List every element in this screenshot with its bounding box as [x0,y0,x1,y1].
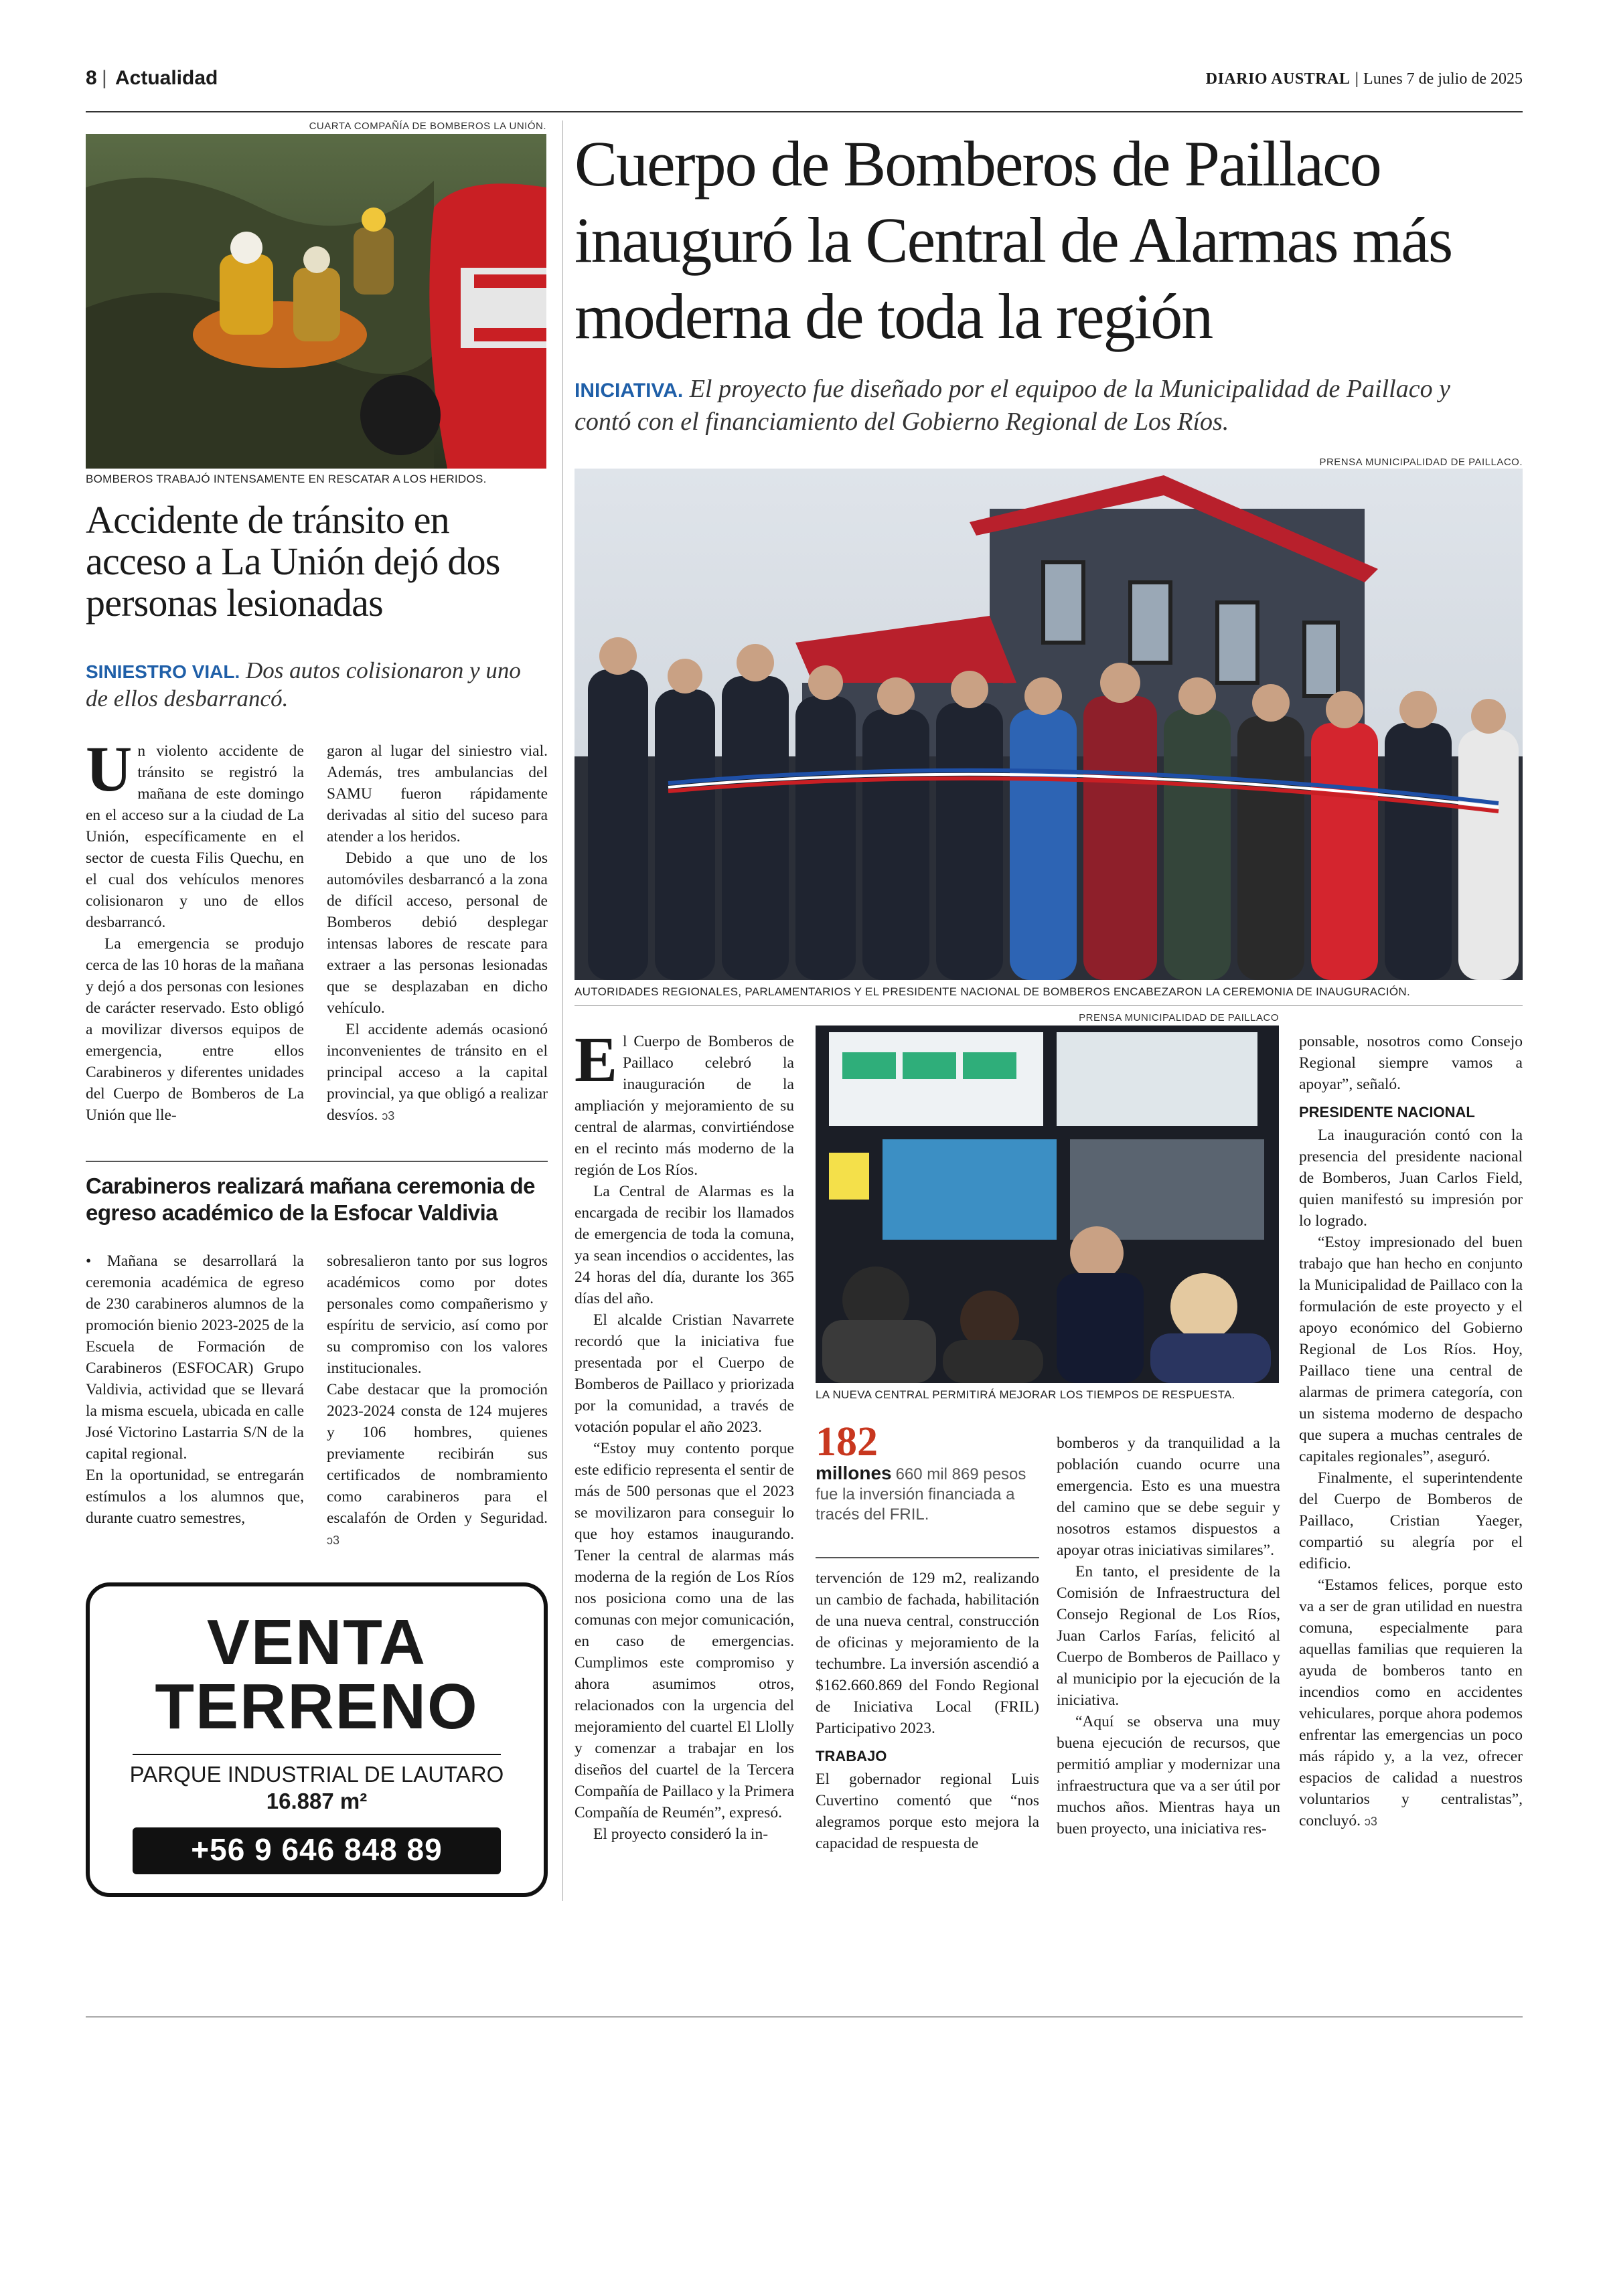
header-separator: | [102,67,107,89]
main-paragraph: “Estoy muy contento porque este edificio representa el sentir de más de 500 personas que el 2023 se movilizaron para conseguir lo que hoy estamos inaugurando. Tener la central de alarmas más moderna de la región de Los Ríos nos posiciona como una de las comunas con mejor comunicación, en caso de emergencias. Cumplimos este compromiso y ahora asumimos otros, relacionados con la urgencia del mejoramiento del cuartel El Llolly y comenzar a trabajar en los diseños del cuartel de la Tercera Compañía de Paillaco y la Primera Compañía de Reumén”, expresó. [575,1440,794,1821]
rescue-photo [86,134,546,469]
main-photo-credit: PRENSA MUNICIPALIDAD DE PAILLACO. [1319,457,1523,468]
carabineros-paragraph: Cabe destacar que la promoción 2023-2024 consta de 124 mujeres y 106 hombres, quienes previamente recibirán sus certificados de nombramiento como carabineros para el escalafón de Orden y Seguridad. [327,1381,548,1527]
main-paragraph: La Central de Alarmas es la encargada de recibir los llamados de emergencia de toda la comuna, ya sean incendios o accidentes, las 24 horas del día, durante los 365 días del año. [575,1183,794,1307]
photo2-credit: PRENSA MUNICIPALIDAD DE PAILLACO [1079,1012,1279,1023]
accident-paragraph: El accidente además ocasionó inconvenientes de tránsito en el principal acceso a la capital provincial, ya que obligó a realizar desvíos. [327,1021,548,1124]
main-column-3 [1057,1432,1280,1839]
carabineros-column-2 [327,1250,548,1551]
main-dropcap: E [575,1023,618,1095]
main-paragraph: ponsable, nosotros como Consejo Regional siempre vamos a apoyar”, señaló. [1299,1033,1523,1093]
main-paragraph: l Cuerpo de Bomberos de Paillaco celebró la inauguración de la ampliación y mejoramiento de su central de alarmas, convirtiéndose en el recinto más moderno de la región de Los Ríos. [575,1033,794,1179]
page-number: 8 [86,67,97,89]
footer-rule [86,2016,1523,2018]
section-name: Actualidad [115,67,218,89]
cs-end-icon: ↄ3 [382,1109,395,1123]
ad-divider [133,1754,501,1755]
main-paragraph: El gobernador regional Luis Cuvertino comentó que “nos alegramos porque esto mejora la capacidad de respuesta de [816,1771,1039,1852]
cs-end-icon: ↄ3 [1364,1815,1377,1828]
left-divider [86,1161,548,1162]
main-column-1 [575,1023,794,1845]
main-paragraph: bomberos y da tranquilidad a la población cuando ocurre una emergencia. Esto es una muestra del camino que se debe seguir y nosotros estamos dispuestos a apoyar otras iniciativas similares”. [1057,1434,1280,1559]
accident-headline: Accidente de tránsito en acceso a La Unión dejó dos personas lesionadas [86,498,500,625]
stat-number: 182 [816,1419,878,1465]
accident-paragraph: garon al lugar del siniestro vial. Además, tres ambulancias del SAMU fueron rápidamente derivadas al sitio del suceso para atender a los heridos. [327,742,548,845]
subhead-presidente: PRESIDENTE NACIONAL [1299,1104,1475,1121]
caption-rule [575,1005,1523,1006]
main-paragraph: El alcalde Cristian Navarrete recordó que la iniciativa fue presentada por el Cuerpo de Bomberos de Paillaco y priorizada por la comunidad, a través de votación popular el año 2023. [575,1311,794,1436]
ad-line-2: TERRENO [155,1671,479,1742]
header-rule [86,111,1523,112]
alarm-center-photo [816,1026,1279,1383]
accident-paragraph: n violento accidente de tránsito se registró la mañana de este domingo en el acceso sur a la ciudad de La Unión, específicamente en el sector de cuesta Filis Quechu, en el cual dos vehículos menores colisionaron y uno de ellos desbarrancó. [86,742,304,931]
main-paragraph: El proyecto consideró la in- [593,1825,769,1843]
inauguration-photo [575,469,1523,980]
accident-column-1 [86,733,304,1126]
carabineros-paragraph: • Mañana se desarrollará la ceremonia académica de egreso de 230 carabineros alumnos de la promoción bienio 2023-2025 de la Escuela de Formación de Carabineros (ESFOCAR) Grupo Valdivia, actividad que se llevará la misma escuela, ubicada en calle José Victorino Lastarria S/N de la capital regional. [86,1252,304,1463]
main-kicker: INICIATIVA. [575,380,684,402]
inauguration-photo-caption: AUTORIDADES REGIONALES, PARLAMENTARIOS Y EL PRESIDENTE NACIONAL DE BOMBEROS ENCABEZARON LA CEREMONIA DE INAUGURACIÓN. [575,985,1411,998]
main-deck-text: El proyecto fue diseñado por el equipoo de la Municipalidad de Paillaco y contó con el financiamiento del Gobierno Regional de Los Ríos. [575,375,1450,436]
page-header [86,67,1523,96]
investment-stat [816,1420,1039,1525]
main-column-2 [816,1568,1039,1854]
accident-deck [86,657,548,712]
carabineros-column-1 [86,1250,304,1529]
accident-kicker: SINIESTRO VIAL. [86,661,240,682]
column-separator [562,120,563,1901]
masthead-date: DIARIO AUSTRAL | Lunes 7 de julio de 2025 [1205,70,1523,88]
stat-unit: millones [816,1463,892,1483]
ad-phone: +56 9 646 848 89 [191,1832,443,1867]
subhead-trabajo: TRABAJO [816,1748,887,1765]
main-paragraph: “Estamos felices, porque esto va a ser de gran utilidad en nuestra comuna, especialmente para aquellas familias que requieren la ayuda de bomberos tanto en incendios como en accidentes vehiculares, porque ahora podemos enfrentar las emergencias un poco más rápido y, a la vez, ofrecer espacios de calidad a nuestros voluntarios y centralistas”, concluyó. [1299,1576,1523,1829]
carabineros-paragraph: En la oportunidad, se entregarán estímulos a los alumnos que, durante cuatro semestres, [86,1467,304,1527]
photo-credit: CUARTA COMPAÑÍA DE BOMBEROS LA UNIÓN. [309,120,546,132]
main-paragraph: Finalmente, el superintendente del Cuerpo de Bomberos de Paillaco, Cristian Yaeger, compartió su alegría por el edificio. [1299,1469,1523,1572]
ad-area: 16.887 m² [266,1789,368,1813]
main-paragraph: La inauguración contó con la presencia del presidente nacional de Bomberos, Juan Carlos Field, quien manifestó su impresión por lo logrado. [1299,1127,1523,1230]
ad-phone-bar [133,1827,501,1874]
main-deck [575,374,1512,437]
newspaper-name: DIARIO AUSTRAL [1205,70,1351,88]
issue-date: Lunes 7 de julio de 2025 [1363,70,1523,88]
ad-location: PARQUE INDUSTRIAL DE LAUTARO [129,1762,504,1787]
carabineros-headline: Carabineros realizará mañana ceremonia de egreso académico de la Esfocar Valdivia [86,1173,535,1225]
alarm-center-caption: LA NUEVA CENTRAL PERMITIRÁ MEJORAR LOS TIEMPOS DE RESPUESTA. [816,1388,1235,1401]
main-paragraph: tervención de 129 m2, realizando un cambio de fachada, habilitación de una nueva central, construcción de oficinas y mejoramiento de la techumbre. La inversión ascendió a $162.660.869 del Fondo Regional de Iniciativa Local (FRIL) Participativo 2023. [816,1570,1039,1737]
carabineros-paragraph: sobresalieron tanto por sus logros académicos como por dotes personales como compañerismo y espíritu de servicio, así como por su compromiso con los valores institucionales. [327,1252,548,1377]
accident-deck-text: Dos autos colisionaron y uno de ellos desbarrancó. [86,657,521,712]
main-paragraph: “Estoy impresionado del buen trabajo que han hecho en conjunto la Municipalidad de Paillaco con la formulación de este proyecto y el apoyo económico del Gobierno Regional de Los Ríos. Hoy, Paillaco tiene una central de alarmas de primera categoría, con un sistema moderno de despacho que supera a muchas centrales de capitales regionales”, aseguró. [1299,1234,1523,1465]
land-sale-ad [86,1582,548,1897]
main-paragraph: En tanto, el presidente de la Comisión de Infraestructura del Consejo Regional de Los Ríos, Juan Carlos Farías, felicitó al Cuerpo de Bomberos de Paillaco y al municipio por la ejecución de la iniciativa. [1057,1563,1280,1709]
ad-line-1: VENTA [206,1607,427,1678]
main-column-4 [1299,1031,1523,1832]
rescue-photo-caption: BOMBEROS TRABAJÓ INTENSAMENTE EN RESCATAR A LOS HERIDOS. [86,473,487,485]
accident-dropcap: U [86,733,133,805]
accident-paragraph: La emergencia se produjo cerca de las 10 horas de la mañana y dejó a dos personas con lesiones de carácter reservado. Esto obligó a movilizar diversos equipos de emergencia, entre ellos Carabineros y diferentes unidades del Cuerpo de Bomberos de La Unión que lle- [86,935,304,1124]
accident-column-2 [327,740,548,1127]
stat-text: 660 mil 869 pesos fue la inversión financiada a tracés del FRIL. [816,1465,1026,1524]
cs-end-icon: ↄ3 [327,1534,340,1547]
accident-paragraph: Debido a que uno de los automóviles desbarrancó a la zona de difícil acceso, personal de Bomberos debió desplegar intensas labores de rescate para extraer a las personas lesionadas que se desplazaban en dicho vehículo. [327,849,548,1017]
main-headline: Cuerpo de Bomberos de Paillaco inauguró la Central de Alarmas más moderna de toda la región [575,128,1452,352]
main-paragraph: “Aquí se observa una muy buena ejecución de recursos, que permitió ampliar y modernizar una infraestructura que va a ser útil por muchos años. Mientras haya un buen proyecto, una iniciativa res- [1057,1713,1280,1837]
stat-rule [816,1557,1039,1558]
